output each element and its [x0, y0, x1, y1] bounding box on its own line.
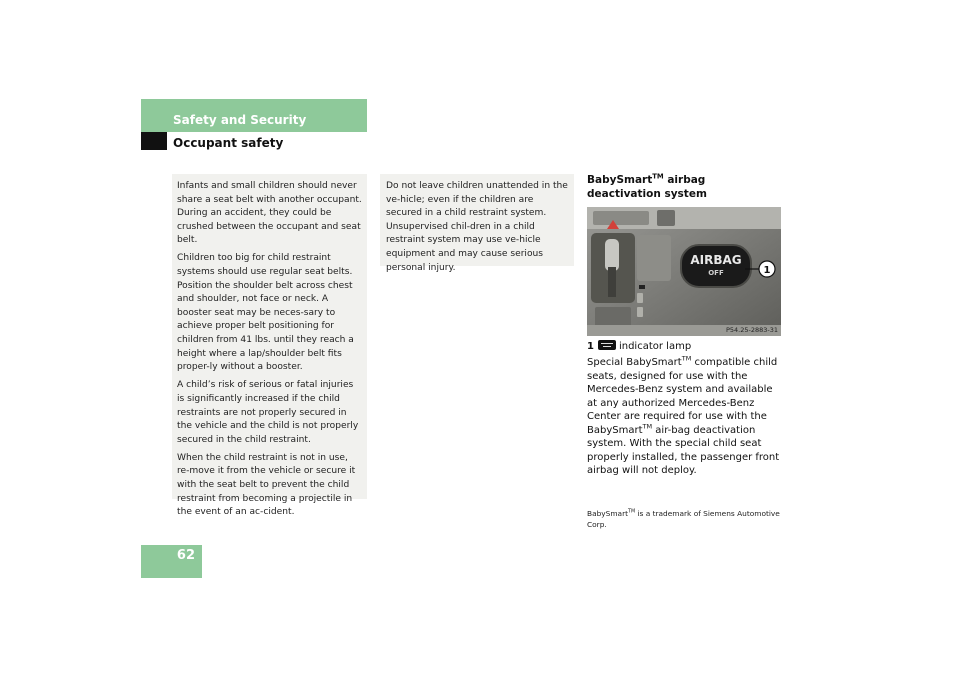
- trademark-footnote: BabySmart™ is a trademark of Siemens Automotive Corp.: [587, 509, 780, 529]
- babysmart-description: Special BabySmart™ compatible child seats, designed for use with the Mercedes-Benz system and available at any authorized Mercedes-Benz Center are required for use with the BabySmart™ air-bag deactivation system. With the special child seat properly installed, the passenger front airbag will not deploy.: [587, 354, 780, 476]
- callout-1: 1: [763, 265, 771, 276]
- note-paragraph: Children too big for child restraint systems should use regular seat belts. Position the shoulder belt across chest and shoulder, not face or neck. A booster seat may be neces-sary to achieve proper belt positioning for children from 41 lbs. until they reach a height where a lap/shoulder belt fits proper-ly without a booster.: [177, 253, 354, 373]
- callout-number: 1: [587, 341, 594, 352]
- airbag-off-lamp-photo: [587, 207, 781, 336]
- airbag-off-icon: [598, 340, 616, 350]
- lamp-label-off: OFF: [708, 269, 724, 277]
- console-illustration: [587, 207, 781, 336]
- child-safety-note: [172, 174, 367, 518]
- section-title: Safety and Security: [173, 113, 307, 127]
- page-number: 62: [176, 548, 195, 563]
- warning-text: Do not leave children unattended in the ve-hicle; even if the children are secured in a child restraint system. Unsupervised chil-dren in a child restraint system may use ve-hicle equipment and may cause serious personal injury.: [386, 181, 568, 273]
- note-paragraph: Infants and small children should never share a seat belt with another occupant. During an accident, they could be crushed between the occupant and seat belt.: [177, 181, 362, 246]
- note-paragraph: A child’s risk of serious or fatal injuries is significantly increased if the child restraints are not properly secured in the vehicle and the child is not properly secured in the child restraint.: [177, 380, 359, 445]
- lamp-label-airbag: AIRBAG: [690, 253, 742, 267]
- subsection-title: Occupant safety: [173, 136, 284, 150]
- subsection-marker: [141, 132, 167, 150]
- callout-text: indicator lamp: [618, 341, 692, 352]
- photo-code: P54.25-2883-31: [725, 326, 778, 334]
- note-paragraph: When the child restraint is not in use, re-move it from the vehicle or secure it with the seat belt to prevent the child restraint from becoming a projectile in the event of an ac-cident.: [177, 452, 356, 518]
- airbag-deactivation-heading: BabySmart™ airbag deactivation system: [587, 172, 707, 200]
- unattended-children-warning: [380, 174, 574, 273]
- callout-legend: [587, 340, 691, 353]
